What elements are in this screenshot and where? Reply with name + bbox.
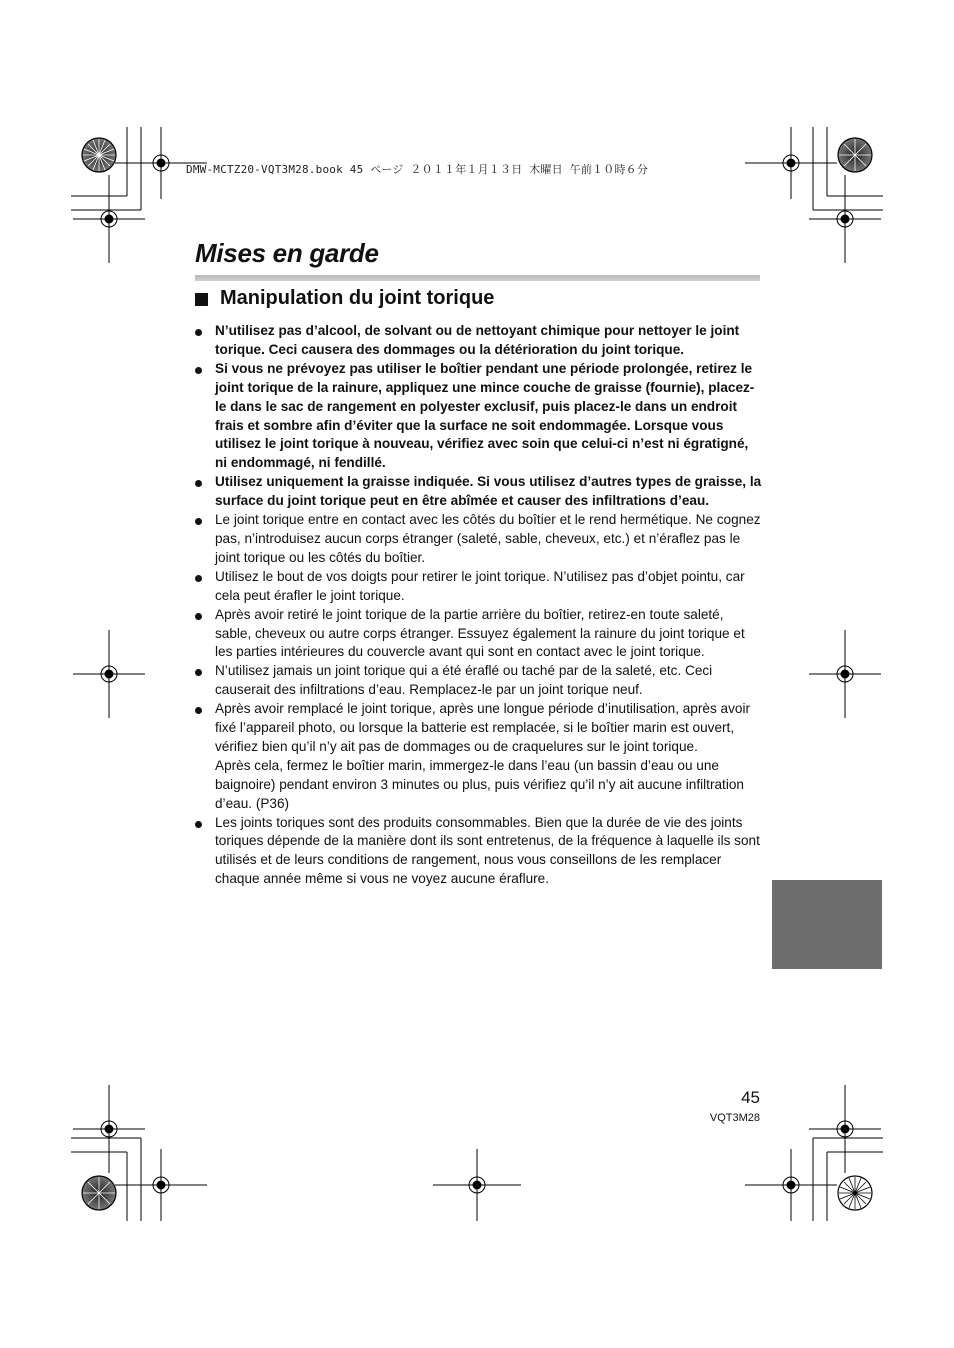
list-item-text-continued: Après cela, fermez le boîtier marin, immergez-le dans l’eau (un bassin d’eau ou une baignoire) pendant environ 3 minutes ou plus, puis vérifiez qu’il n’y ait aucune infiltration d’eau. (P36): [215, 757, 744, 811]
section-heading-text: Manipulation du joint torique: [220, 287, 495, 309]
list-item: [195, 606, 762, 663]
list-item-text: N’utilisez jamais un joint torique qui a été éraflé ou taché par de la saleté, etc. Ceci causerait des infiltrations d’eau. Remplacez-le par un joint torique neuf.: [215, 663, 713, 698]
list-item: [195, 473, 762, 511]
list-item-text: Après avoir retiré le joint torique de la partie arrière du boîtier, retirez-en toute saleté, sable, cheveux ou autre corps étranger. Essuyez également la rainure du joint torique et les parties intérieures du couvercle avant qui sont en contact avec le joint torique.: [215, 606, 745, 660]
list-item: [195, 814, 762, 890]
bullet-icon: [195, 518, 202, 525]
black-square-icon: [195, 293, 208, 306]
list-item-text: Les joints toriques sont des produits consommables. Bien que la durée de vie des joints toriques dépende de la manière dont ils sont entretenus, de la fréquence à laquelle ils sont utilisés et de leurs conditions de rangement, nous vous conseillons de les remplacer chaque année même si vous ne voyez aucune éraflure.: [215, 814, 760, 887]
list-item-text: Utilisez le bout de vos doigts pour retirer le joint torique. N’utilisez pas d’objet pointu, car cela peut érafler le joint torique.: [215, 568, 745, 603]
bullet-icon: [195, 669, 202, 676]
bullet-icon: [195, 329, 202, 336]
page-title: Mises en garde: [195, 238, 379, 268]
print-file-header: DMW-MCTZ20-VQT3M28.book 45 ページ ２０１１年１月１３日 木曜日 午前１０時６分: [186, 163, 649, 176]
list-item-text: Utilisez uniquement la graisse indiquée. Si vous utilisez d’autres types de graisse, la surface du joint torique peut en être abîmée et causer des infiltrations d’eau.: [215, 474, 762, 509]
page-number: 45: [741, 1088, 760, 1107]
model-code: VQT3M28: [709, 1112, 760, 1124]
bullet-icon: [195, 821, 202, 828]
list-item: [195, 700, 762, 813]
list-item-text: Le joint torique entre en contact avec les côtés du boîtier et le rend hermétique. Ne cognez pas, n’introduisez aucun corps étranger (saleté, sable, cheveux, etc.) et n’éraflez pas le joint torique ou les côtés du boîtier.: [215, 512, 761, 565]
list-item-text: Après avoir remplacé le joint torique, après une longue période d’inutilisation, après avoir fixé l’appareil photo, ou lorsque la batterie est remplacée, si le boîtier marin est ouvert, vérifiez bien qu’il n’y ait pas de dommages ou de craquelures sur le joint torique.: [215, 701, 750, 754]
section-thumb-tab: [772, 880, 882, 969]
list-item: [195, 360, 762, 473]
bullet-icon: [195, 480, 202, 487]
list-item: [195, 662, 762, 700]
list-item-text: N’utilisez pas d’alcool, de solvant ou de nettoyant chimique pour nettoyer le joint torique. Ceci causera des dommages ou la détérioration du joint torique.: [215, 323, 740, 357]
caution-list: [195, 322, 762, 889]
list-item: [195, 568, 762, 606]
list-item-text: Si vous ne prévoyez pas utiliser le boîtier pendant une période prolongée, retirez le joint torique de la rainure, appliquez une mince couche de graisse (fournie), placez-le dans le sac de rangement en polyester exclusif, puis placez-le dans un endroit frais et sombre afin d’éviter que la surface ne soit endommagée. Lorsque vous utilisez le joint torique à nouveau, vérifiez avec soin que celui-ci n’est ni égratigné, ni endommagé, ni fendillé.: [215, 360, 755, 471]
title-rule: [195, 275, 760, 281]
list-item: [195, 322, 762, 360]
bullet-icon: [195, 707, 202, 714]
bullet-icon: [195, 575, 202, 582]
list-item: [195, 511, 762, 568]
bullet-icon: [195, 613, 202, 620]
section-heading: [195, 287, 494, 310]
bullet-icon: [195, 367, 202, 374]
